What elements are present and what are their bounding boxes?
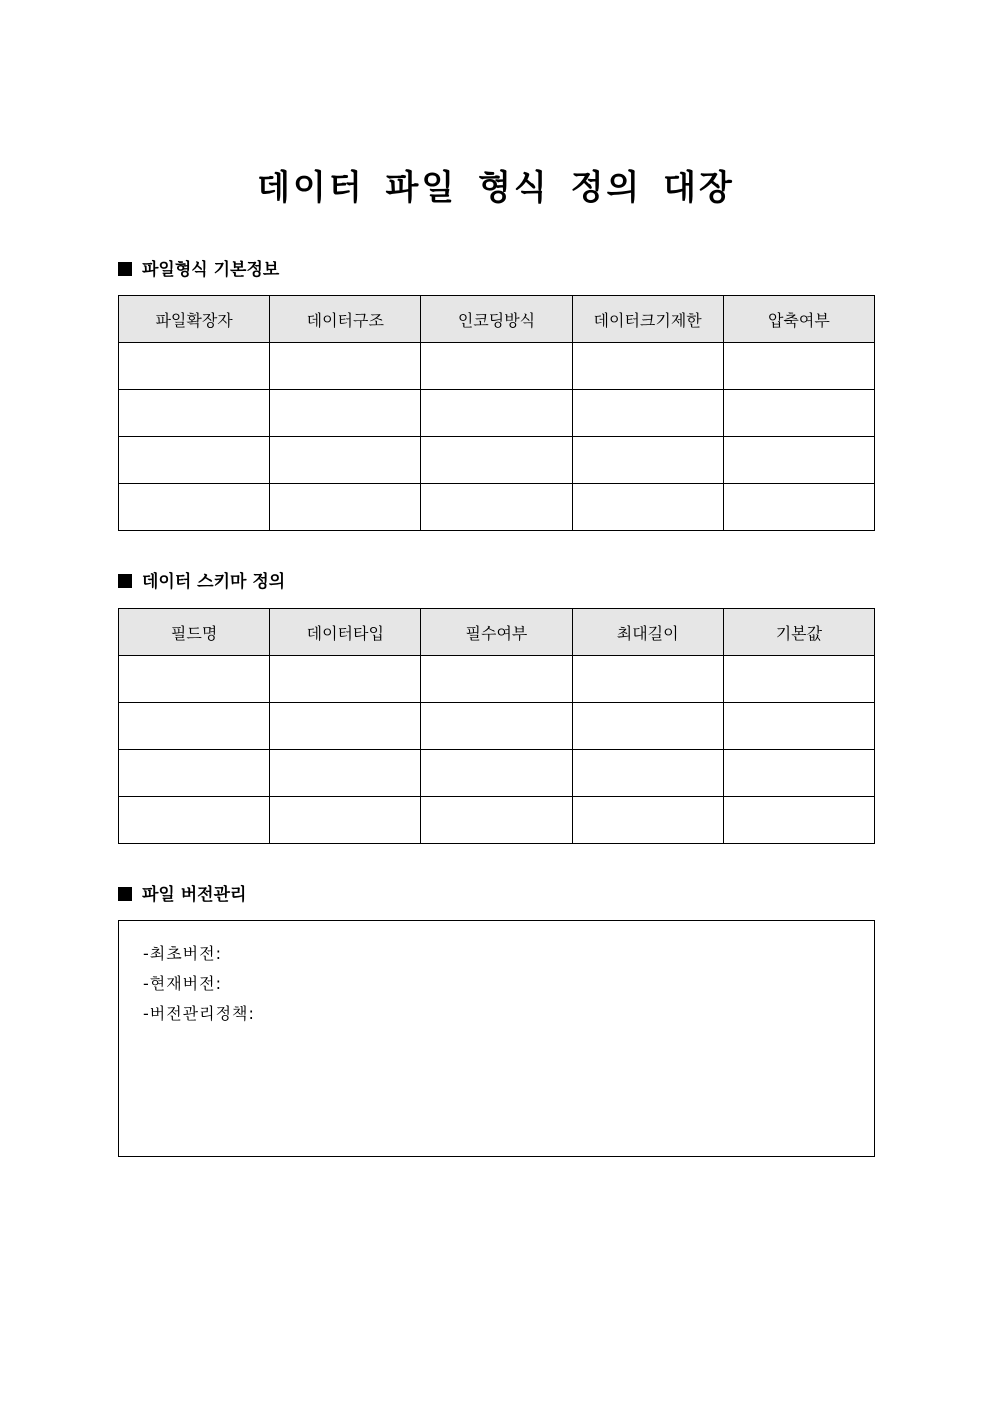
table-cell[interactable] xyxy=(572,484,723,531)
section-heading-schema xyxy=(118,570,285,594)
table-cell[interactable] xyxy=(119,703,270,750)
column-header: 압축여부 xyxy=(723,296,874,343)
table-cell[interactable] xyxy=(421,484,572,531)
table-cell[interactable] xyxy=(421,437,572,484)
table-cell[interactable] xyxy=(119,390,270,437)
table-cell[interactable] xyxy=(119,750,270,797)
section-heading-basic-info xyxy=(118,258,279,282)
table-cell[interactable] xyxy=(270,703,421,750)
table-row xyxy=(119,750,875,797)
table-cell[interactable] xyxy=(572,797,723,844)
version-line-current: -현재버전: xyxy=(143,974,222,993)
table-cell[interactable] xyxy=(572,703,723,750)
version-line-initial: -최초버전: xyxy=(143,944,222,963)
table-cell[interactable] xyxy=(723,797,874,844)
column-header: 파일확장자 xyxy=(119,296,270,343)
table-cell[interactable] xyxy=(421,750,572,797)
table-cell[interactable] xyxy=(270,343,421,390)
table-row xyxy=(119,797,875,844)
column-header: 데이터타입 xyxy=(270,609,421,656)
table-row xyxy=(119,656,875,703)
table-cell[interactable] xyxy=(572,750,723,797)
table-cell[interactable] xyxy=(119,343,270,390)
square-bullet-icon xyxy=(118,887,132,901)
column-header: 데이터크기제한 xyxy=(572,296,723,343)
table-cell[interactable] xyxy=(723,437,874,484)
table-row xyxy=(119,703,875,750)
table-cell[interactable] xyxy=(572,656,723,703)
table-cell[interactable] xyxy=(119,797,270,844)
table-cell[interactable] xyxy=(421,656,572,703)
column-header: 필드명 xyxy=(119,609,270,656)
table-cell[interactable] xyxy=(421,703,572,750)
table-cell[interactable] xyxy=(723,656,874,703)
table-cell[interactable] xyxy=(270,484,421,531)
table-cell[interactable] xyxy=(723,484,874,531)
table-cell[interactable] xyxy=(572,343,723,390)
version-line-policy: -버전관리정책: xyxy=(143,1004,255,1023)
table-cell[interactable] xyxy=(270,797,421,844)
table-cell[interactable] xyxy=(723,750,874,797)
version-lines xyxy=(143,939,255,1029)
table-cell[interactable] xyxy=(119,437,270,484)
section-heading-text: 데이터 스키마 정의 xyxy=(142,572,286,592)
table-cell[interactable] xyxy=(270,390,421,437)
table-header-row xyxy=(119,296,875,343)
table-cell[interactable] xyxy=(572,437,723,484)
section-heading-text: 파일형식 기본정보 xyxy=(142,260,280,280)
table-cell[interactable] xyxy=(119,484,270,531)
table-row xyxy=(119,343,875,390)
table-cell[interactable] xyxy=(723,390,874,437)
table-cell[interactable] xyxy=(723,703,874,750)
table-cell[interactable] xyxy=(270,656,421,703)
square-bullet-icon xyxy=(118,574,132,588)
table-cell[interactable] xyxy=(270,750,421,797)
table-cell[interactable] xyxy=(723,343,874,390)
column-header: 최대길이 xyxy=(572,609,723,656)
table-cell[interactable] xyxy=(270,437,421,484)
table-header-row xyxy=(119,609,875,656)
column-header: 데이터구조 xyxy=(270,296,421,343)
square-bullet-icon xyxy=(118,262,132,276)
section-heading-text: 파일 버전관리 xyxy=(142,885,247,905)
table-cell[interactable] xyxy=(572,390,723,437)
column-header: 인코딩방식 xyxy=(421,296,572,343)
page-title: 데이터 파일 형식 정의 대장 xyxy=(257,168,735,208)
table-cell[interactable] xyxy=(119,656,270,703)
column-header: 기본값 xyxy=(723,609,874,656)
table-cell[interactable] xyxy=(421,343,572,390)
column-header: 필수여부 xyxy=(421,609,572,656)
basic-info-table xyxy=(118,295,875,531)
table-row xyxy=(119,390,875,437)
table-cell[interactable] xyxy=(421,390,572,437)
section-heading-version xyxy=(118,883,246,907)
table-cell[interactable] xyxy=(421,797,572,844)
table-row xyxy=(119,484,875,531)
table-row xyxy=(119,437,875,484)
schema-table xyxy=(118,608,875,844)
version-management-box[interactable] xyxy=(118,920,875,1157)
